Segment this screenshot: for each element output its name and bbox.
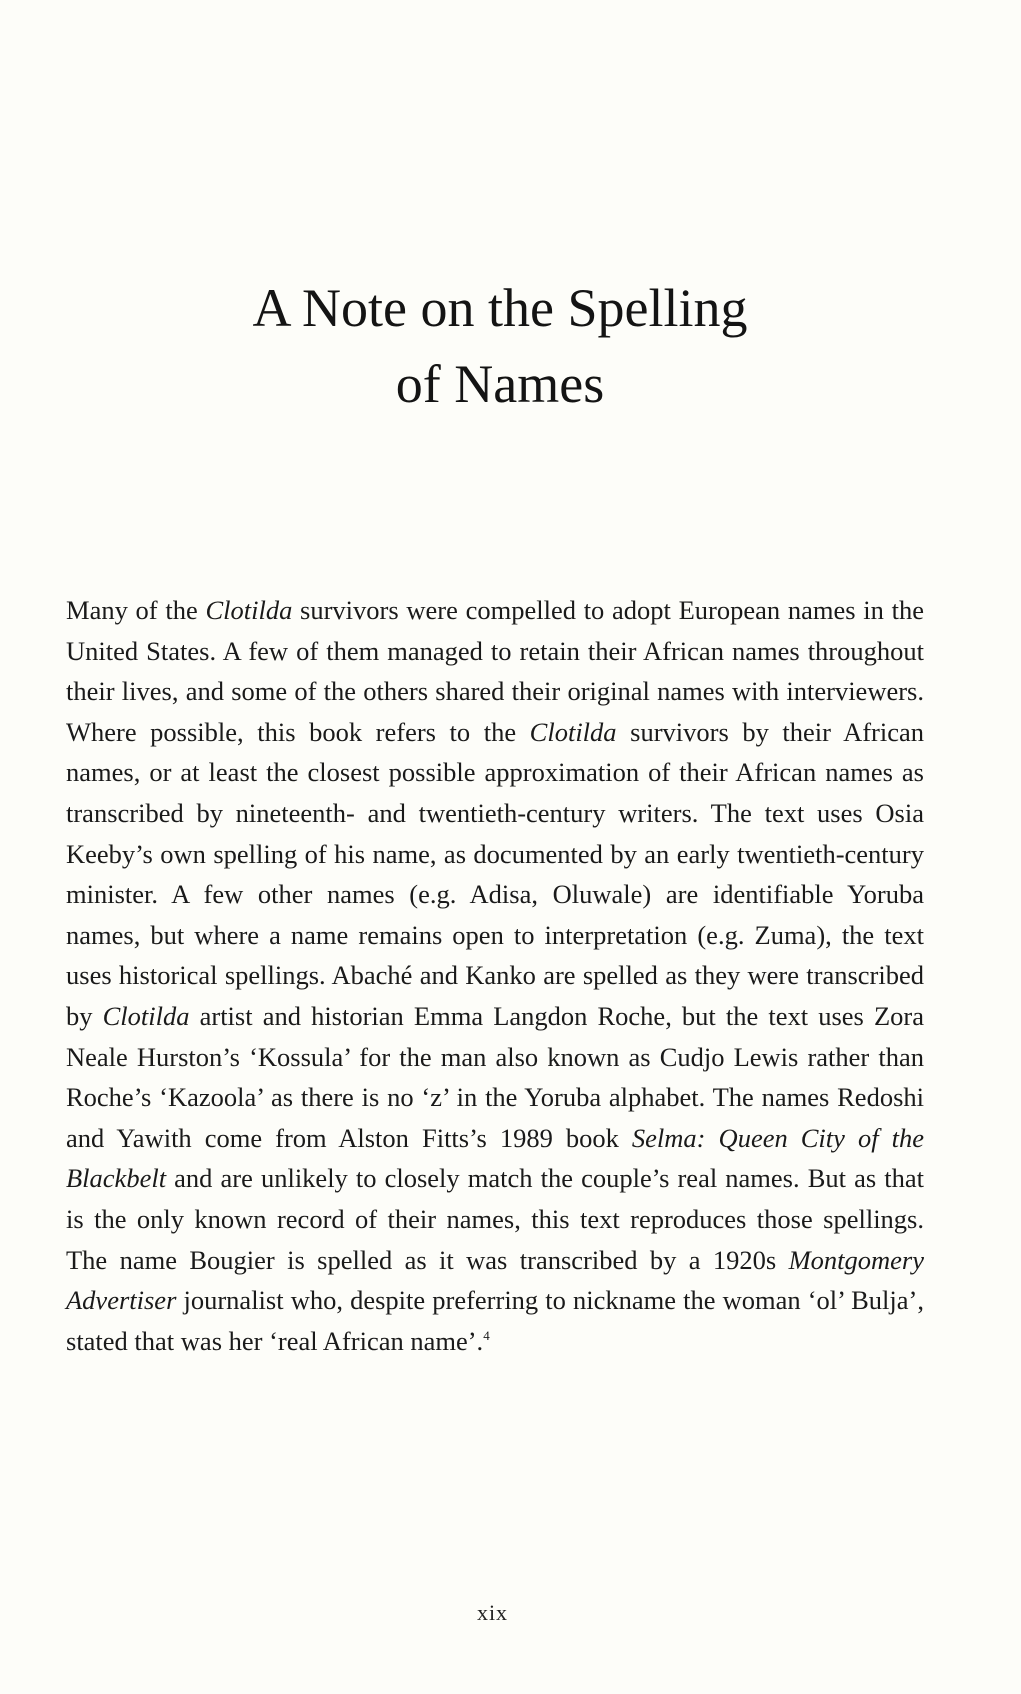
text-run: journalist who, despite preferring to nickname the woman ‘ol’ Bulja’, stated that was her ‘real African name’. (66, 1285, 924, 1356)
page-number: xix (476, 1600, 509, 1625)
italic-run: Clotilda (102, 1000, 190, 1031)
italic-run: Selma: Queen City of the Blackbelt (66, 1122, 924, 1194)
text-run: survivors by their African names, or at least the closest possible approximation of their African names as transcribed by nineteenth- and twentieth-century writers. The text uses Osia Keeby’s own spelling of his name, as documented by an early twentieth-century minister. A few other names (e.g. Adisa, Oluwale) are identifiable Yoruba names, but where a name remains open to interpretation (e.g. Zuma), the text uses historical spellings. Abaché and Kanko are spelled as they were transcribed by (66, 716, 924, 1031)
text-run: survivors were compelled to adopt European names in the United States. A few of them managed to retain their African names throughout their lives, and some of the others shared their original names with interviewers. Where possible, this book refers to the (66, 595, 924, 747)
chapter-title (0, 270, 1000, 422)
footnote-reference[interactable]: 4 (483, 1327, 490, 1343)
italic-run: Clotilda (205, 595, 293, 625)
text-run: Many of the (66, 595, 206, 625)
italic-run: Montgomery Advertiser (66, 1244, 924, 1316)
chapter-title-line-1: A Note on the Spelling (252, 278, 748, 338)
italic-run: Clotilda (529, 716, 617, 747)
text-run: and are unlikely to closely match the couple’s real names. But as that is the only known record of their names, this text reproduces those spellings. The name Bougier is spelled as it was transcribed by a 1920s (66, 1163, 924, 1275)
chapter-title-line-2: of Names (395, 354, 605, 414)
body-paragraph (66, 590, 924, 1361)
text-run: artist and historian Emma Langdon Roche, but the text uses Zora Neale Hurston’s ‘Kossula’ for the man also known as Cudjo Lewis rather than Roche’s ‘Kazoola’ as there is no ‘z’ in the Yoruba alphabet. The names Redoshi and Yawith come from Alston Fitts’s 1989 book (66, 1000, 924, 1153)
